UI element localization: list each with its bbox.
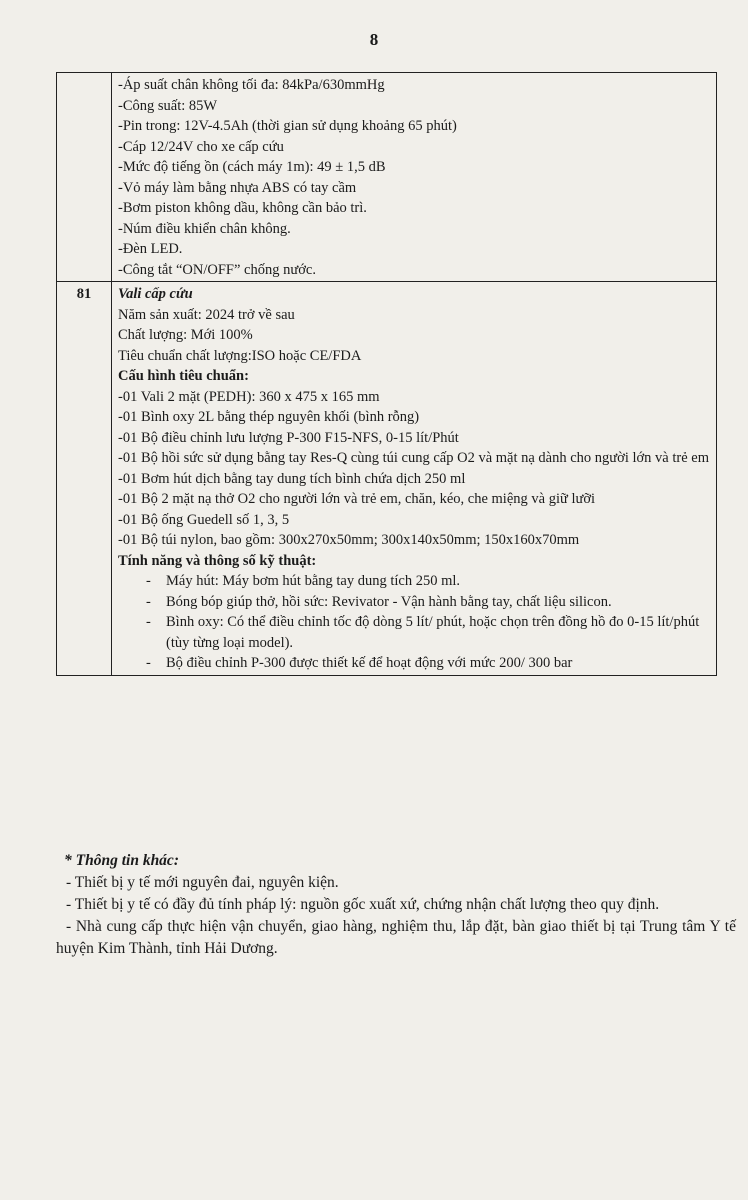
standard-line: Tiêu chuẩn chất lượng:ISO hoặc CE/FDA bbox=[118, 347, 362, 364]
config-item: -01 Bơm hút dịch bằng tay dung tích bình chứa dịch 250 ml bbox=[118, 470, 466, 487]
other-info-item: - Thiết bị y tế mới nguyên đai, nguyên kiện. bbox=[66, 874, 339, 891]
spec-line: -Đèn LED. bbox=[118, 241, 183, 257]
config-item: -01 Vali 2 mặt (PEDH): 360 x 475 x 165 mm bbox=[118, 388, 380, 405]
list-item: - Bóng bóp giúp thở, hồi sức: Revivator - Vận hành bằng tay, chất liệu silicon. bbox=[118, 592, 710, 613]
other-info-section bbox=[56, 850, 736, 960]
config-item: -01 Bình oxy 2L bằng thép nguyên khối (bình rỗng) bbox=[118, 409, 420, 425]
row-number-cell: 81 bbox=[57, 282, 112, 676]
features-list bbox=[118, 571, 710, 674]
spec-line: -Mức độ tiếng ồn (cách máy 1m): 49 ± 1,5 dB bbox=[118, 159, 386, 175]
features-heading: Tính năng và thông số kỹ thuật: bbox=[118, 552, 317, 569]
spec-line: -Công suất: 85W bbox=[118, 97, 218, 114]
other-info-item: - Nhà cung cấp thực hiện vận chuyển, giao hàng, nghiệm thu, lắp đặt, bàn giao thiết bị tại Trung tâm Y tế huyện Kim Thành, tỉnh Hải Dương. bbox=[56, 918, 736, 957]
list-item: - Bình oxy: Có thể điều chỉnh tốc độ dòng 5 lít/ phút, hoặc chọn trên đồng hồ đo 0-15 lít/phút (tùy từng loại model). bbox=[118, 612, 710, 653]
spec-line: -Công tắt “ON/OFF” chống nước. bbox=[118, 261, 316, 278]
feature-text: Bình oxy: Có thể điều chỉnh tốc độ dòng 5 lít/ phút, hoặc chọn trên đồng hồ đo 0-15 lít/phút (tùy từng loại model). bbox=[166, 614, 700, 651]
feature-text: Bộ điều chỉnh P-300 được thiết kế để hoạt động với mức 200/ 300 bar bbox=[166, 655, 573, 671]
spec-cell-continued bbox=[112, 73, 717, 282]
config-heading: Cấu hình tiêu chuẩn: bbox=[118, 368, 249, 384]
spec-cell-81 bbox=[112, 282, 717, 676]
spec-line: -Áp suất chân không tối đa: 84kPa/630mmHg bbox=[118, 77, 385, 93]
item-name: Vali cấp cứu bbox=[118, 286, 193, 302]
row-number-cell-empty bbox=[57, 73, 112, 282]
config-item: -01 Bộ 2 mặt nạ thở O2 cho người lớn và trẻ em, chăn, kéo, che miệng và giữ lưỡi bbox=[118, 491, 596, 507]
list-item: - Máy hút: Máy bơm hút bằng tay dung tích 250 ml. bbox=[118, 571, 710, 592]
list-item: - Bộ điều chỉnh P-300 được thiết kế để hoạt động với mức 200/ 300 bar bbox=[118, 653, 710, 674]
spec-line: -Pin trong: 12V-4.5Ah (thời gian sử dụng khoảng 65 phút) bbox=[118, 118, 457, 134]
page-number: 8 bbox=[369, 30, 379, 49]
year-line: Năm sản xuất: 2024 trở về sau bbox=[118, 306, 295, 323]
other-info-item: - Thiết bị y tế có đầy đủ tính pháp lý: nguồn gốc xuất xứ, chứng nhận chất lượng theo quy định. bbox=[66, 896, 660, 913]
spec-line: -Vỏ máy làm bằng nhựa ABS có tay cầm bbox=[118, 179, 357, 196]
feature-text: Máy hút: Máy bơm hút bằng tay dung tích 250 ml. bbox=[166, 573, 461, 589]
spec-table bbox=[56, 72, 717, 676]
spec-line: -Bơm piston không dầu, không cần bảo trì. bbox=[118, 200, 367, 216]
spec-line: -Núm điều khiển chân không. bbox=[118, 220, 291, 237]
spec-line: -Cáp 12/24V cho xe cấp cứu bbox=[118, 138, 284, 155]
feature-text: Bóng bóp giúp thở, hồi sức: Revivator - Vận hành bằng tay, chất liệu silicon. bbox=[166, 593, 612, 610]
config-item: -01 Bộ ống Guedell số 1, 3, 5 bbox=[118, 511, 290, 528]
config-item: -01 Bộ hồi sức sử dụng bằng tay Res-Q cùng túi cung cấp O2 và mặt nạ dành cho người lớn và trẻ em bbox=[118, 450, 709, 466]
config-item: -01 Bộ điều chỉnh lưu lượng P-300 F15-NFS, 0-15 lít/Phút bbox=[118, 429, 459, 446]
table-row-81 bbox=[57, 282, 717, 676]
other-info-title: * Thông tin khác: bbox=[64, 852, 179, 869]
config-item: -01 Bộ túi nylon, bao gồm: 300x270x50mm; 300x140x50mm; 150x160x70mm bbox=[118, 532, 580, 548]
quality-line: Chất lượng: Mới 100% bbox=[118, 327, 253, 343]
table-row-continued bbox=[57, 73, 717, 282]
